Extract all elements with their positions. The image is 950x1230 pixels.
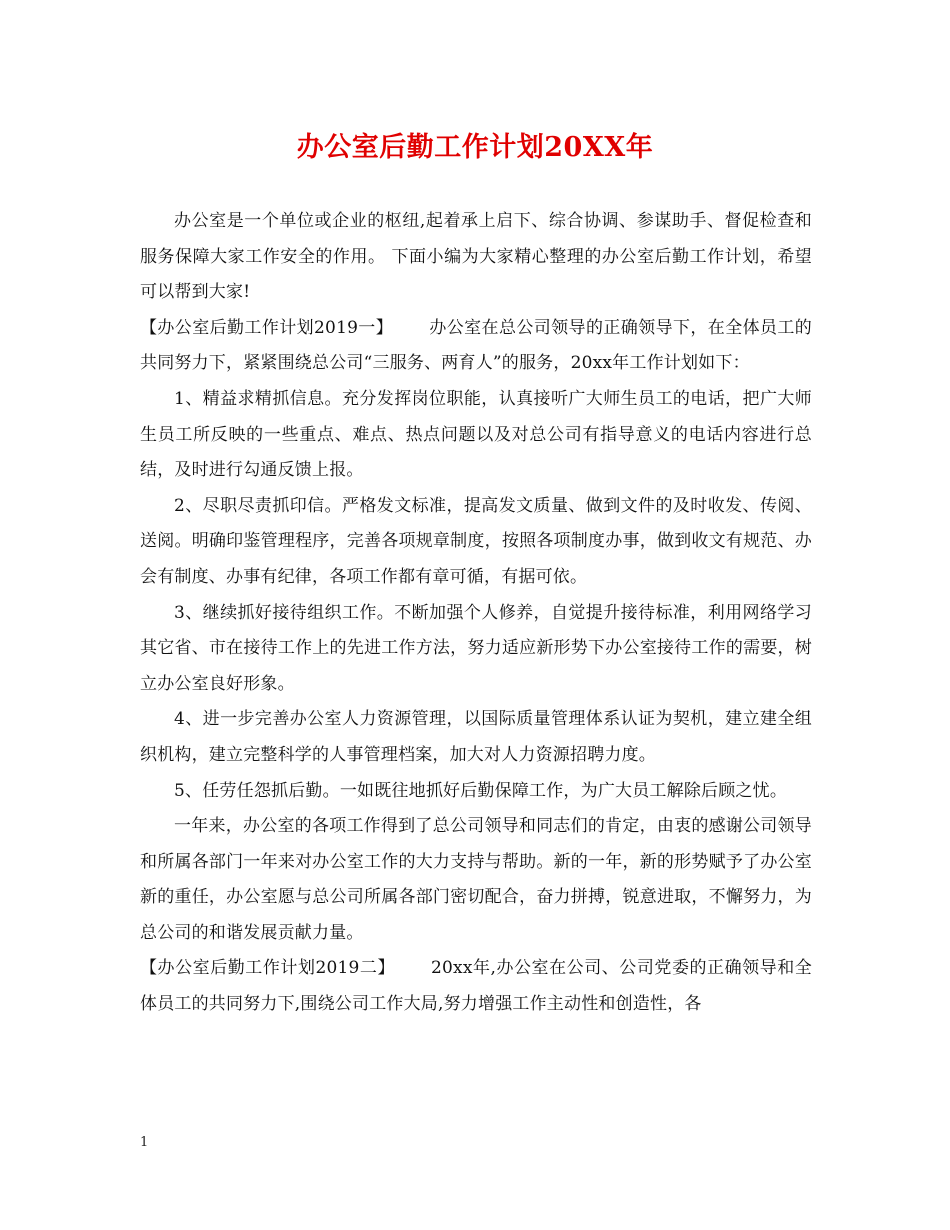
section-1-heading: 【办公室后勤工作计划2019一】 — [140, 317, 394, 338]
list-item: 1、精益求精抓信息。充分发挥岗位职能，认真接听广大师生员工的电话，把广大师生员工所反映的一些重点、难点、热点问题以及对总公司有指导意义的电话内容进行总结，及时进行勾通反馈上报。 — [140, 388, 812, 481]
list-item: 3、继续抓好接待组织工作。不断加强个人修养，自觉提升接待标准，利用网络学习其它省、市在接待工作上的先进工作方法，努力适应新形势下办公室接待工作的需要，树立办公室良好形象。 — [140, 602, 812, 694]
list-item: 5、任劳任怨抓后勤。一如既往地抓好后勤保障工作，为广大员工解除后顾之忧。 — [174, 780, 788, 801]
document-body — [140, 204, 812, 1023]
section-2-paragraph — [140, 951, 812, 1022]
list-item: 2、尽职尽责抓印信。严格发文标准，提高发文质量、做到文件的及时收发、传阅、送阅。明确印鉴管理程序，完善各项规章制度，按照各项制度办事，做到收文有规范、办会有制度、办事有纪律，各项工作都有章可循，有据可依。 — [140, 495, 812, 587]
list-item: 4、进一步完善办公室人力资源管理，以国际质量管理体系认证为契机，建立建全组织机构，建立完整科学的人事管理档案，加大对人力资源招聘力度。 — [140, 709, 812, 765]
section-1-paragraph — [140, 311, 812, 382]
document-title: 办公室后勤工作计划20XX年 — [296, 132, 654, 163]
section-2-lead: 20xx年,办公室在公司、公司党委的正确领导和全体员工的共同努力下,围绕公司工作大局,努力增强工作主动性和创造性，各 — [140, 958, 812, 1015]
section-1-closing: 一年来，办公室的各项工作得到了总公司领导和同志们的肯定，由衷的感谢公司领导和所属各部门一年来对办公室工作的大力支持与帮助。新的一年，新的形势赋予了办公室新的重任，办公室愿与总公司所属各部门密切配合，奋力拼搏，锐意进取，不懈努力，为总公司的和谐发展贡献力量。 — [140, 816, 812, 943]
section-1-lead: 办公室在总公司领导的正确领导下，在全体员工的共同努力下，紧紧围绕总公司“三服务、两育人”的服务，20xx年工作计划如下： — [140, 317, 813, 374]
intro-paragraph: 办公室是一个单位或企业的枢纽,起着承上启下、综合协调、参谋助手、督促检查和服务保障大家工作安全的作用。 下面小编为大家精心整理的办公室后勤工作计划，希望可以帮到大家! — [140, 211, 812, 303]
section-2-heading: 【办公室后勤工作计划2019二】 — [140, 958, 395, 979]
page-number: 1 — [140, 1135, 149, 1150]
